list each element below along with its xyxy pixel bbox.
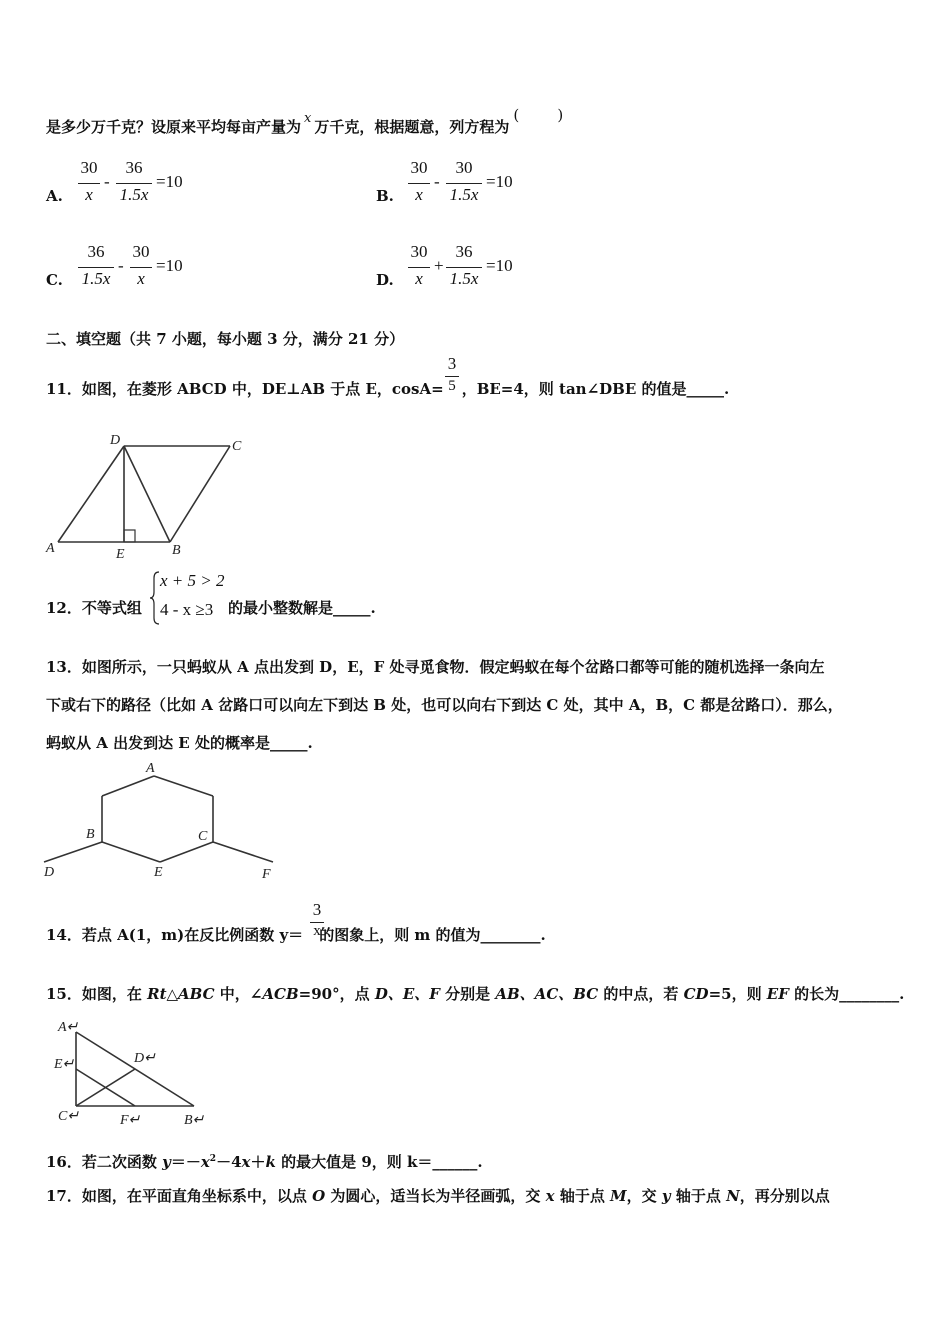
fig15-label-d: D↵ [134,1051,156,1066]
fig11-diagonal-db [124,446,170,542]
option-b-numerator-2: 30 [455,158,473,177]
option-c-numerator-1: 36 [87,242,105,261]
option-a-operator: - [104,172,110,191]
q10-stem-text: 是多少万千克？设原来平均每亩产量为 [46,118,302,136]
fig13-label-e: E [154,865,163,880]
q12-post: 的最小整数解是_____. [228,599,376,617]
q15-t3: =90°，点 [298,985,375,1003]
option-d-fraction-2 [446,242,482,296]
q15-angle: ACB [262,985,299,1003]
option-c-fraction-2 [130,242,152,296]
q17-m: M [610,1187,627,1205]
q15-triangle: Rt△ABC [147,985,215,1003]
q10-stem-text2: 万千克，根据题意，列方程为 [314,118,510,136]
q17-o: O [312,1187,326,1205]
q15-t4: 分别是 [439,985,496,1003]
option-b-operator: - [434,172,440,191]
option-c-label: C. [46,271,63,289]
q15-segments: AB、AC、BC [495,985,599,1003]
fig15-label-b: B↵ [184,1113,205,1128]
option-c-operator: - [118,256,124,275]
fig13-label-d: D [44,865,55,880]
option-c-denominator-2: x [137,269,145,288]
q13-line-3: 蚂蚁从 A 出发到达 E 处的概率是_____. [46,734,313,752]
option-a-denominator-2: 1.5x [119,185,149,204]
q15-t2: 中，∠ [214,985,263,1003]
q11-pre: 11．如图，在菱形 ABCD 中，DE⊥AB 于点 E，cosA= [46,380,444,398]
option-c-fraction-bar-2 [130,267,152,268]
fig11-label-b: B [172,543,181,558]
q13-line-1: 13．如图所示，一只蚂蚁从 A 点出发到 D，E，F 处寻觅食物．假定蚂蚁在每个岔路口都等可能的随机选择一条向左 [46,658,825,676]
q17-x: x [545,1187,555,1205]
q17-t2: 为圆心，适当长为半径画弧，交 [325,1187,546,1205]
q16-x2: x [241,1153,251,1171]
q15-triangle-figure [50,1014,220,1130]
q10-var: x [304,111,312,126]
option-d-label: D. [376,271,394,289]
fig11-label-c: C [232,439,242,454]
fig15-label-a: A↵ [58,1020,79,1035]
option-a-numerator-1: 30 [80,158,98,177]
q14-text [46,924,546,945]
q15-t1: 15．如图，在 [46,985,148,1003]
option-a-fraction-bar-2 [116,183,152,184]
q11-rhombus-figure [40,428,250,562]
option-d-numerator-2: 36 [455,242,473,261]
option-a-label: A. [46,187,63,205]
q14-pre: 14．若点 A(1，m)在反比例函数 y＝ [46,926,304,944]
q17-t5: 轴于点 [670,1187,727,1205]
option-d-denominator-2: 1.5x [449,269,479,288]
q11-frac-num: 3 [447,354,457,373]
option-a-denominator-1: x [85,185,93,204]
q16-exponent: 2 [209,1154,217,1164]
option-d-operator: + [434,256,444,275]
fig13-label-a: A [146,761,155,776]
option-d-denominator-1: x [415,269,423,288]
fig13-label-f: F [262,867,271,882]
fig11-side-ad [58,446,124,542]
option-c-denominator-1: 1.5x [81,269,111,288]
option-a-rhs: =10 [156,172,183,191]
option-c-numerator-2: 30 [132,242,150,261]
q10-option-d [376,242,696,296]
q10-option-b [376,158,696,212]
q14-fraction [309,900,325,946]
q14-post: 的图象上，则 m 的值为________. [319,926,546,944]
option-a-fraction-bar-1 [78,183,100,184]
q13-path-figure [40,758,280,884]
q11-frac-den: 5 [448,378,456,394]
q10-option-c [46,242,366,296]
q17-t4: ，交 [626,1187,662,1205]
q14-frac-den: x [313,923,321,939]
q16-t2: ＝－ [170,1153,201,1171]
option-d-rhs: =10 [486,256,513,275]
option-b-fraction-1 [408,158,430,212]
option-c-rhs: =10 [156,256,183,275]
section-title-fill-in: 二、填空题（共 7 小题，每小题 3 分，满分 21 分） [46,330,405,348]
option-d-numerator-1: 30 [410,242,428,261]
q11-frac-bar [445,376,459,377]
fig11-right-angle-mark [124,530,135,542]
fig15-label-c: C↵ [58,1109,80,1124]
q16-t5: 的最大值是 9，则 k＝______. [275,1153,483,1171]
q15-t6: =5，则 [708,985,767,1003]
fig11-side-bc [170,446,230,542]
option-b-label: B. [376,187,394,205]
option-d-fraction-bar-2 [446,267,482,268]
q15-t7: 的长为________. [788,985,905,1003]
q16-t3: －4 [216,1153,242,1171]
fig13-path-bd [44,842,102,862]
option-b-fraction-bar-1 [408,183,430,184]
q15-text [46,983,904,1004]
q15-cd: CD [683,985,709,1003]
q11-text [46,378,729,399]
q16-t4: ＋ [250,1153,266,1171]
option-c-fraction-1 [78,242,114,296]
q11-post: ，BE=4，则 tan∠DBE 的值是_____. [461,380,730,398]
q16-k: k [265,1153,276,1171]
option-d-fraction-bar-1 [408,267,430,268]
q13-line-2: 下或右下的路径（比如 A 岔路口可以向左下到达 B 处，也可以向右下到达 C 处，其中 A，B，C 都是岔路口）．那么， [46,696,843,714]
fig15-label-e: E↵ [54,1057,75,1072]
fig11-label-d: D [110,433,121,448]
option-b-numerator-1: 30 [410,158,428,177]
q16-t1: 16．若二次函数 [46,1153,163,1171]
fig13-path-ab [102,776,154,796]
option-a-fraction-2 [116,158,152,212]
q16-text [46,1151,483,1172]
option-b-denominator-2: 1.5x [449,185,479,204]
q16-y: y [162,1153,171,1171]
fig11-label-e: E [116,547,125,562]
fig11-label-a: A [46,541,55,556]
q17-y: y [661,1187,671,1205]
fig15-label-f: F↵ [120,1113,141,1128]
q10-answer-paren: ( ) [513,106,564,124]
option-b-fraction-bar-2 [446,183,482,184]
option-a-numerator-2: 36 [125,158,143,177]
q17-text [46,1185,830,1206]
q10-stem [46,106,564,137]
option-b-denominator-1: x [415,185,423,204]
q15-t5: 的中点，若 [598,985,684,1003]
option-b-fraction-2 [446,158,482,212]
q14-frac-num: 3 [312,900,322,919]
fig13-path-cf [213,842,273,862]
q12-inequality-2: 4 - x ≥3 [160,600,214,619]
q17-t3: 轴于点 [554,1187,611,1205]
q17-t6: ，再分别以点 [739,1187,830,1205]
q16-x: x [200,1153,210,1171]
option-b-rhs: =10 [486,172,513,191]
fig13-label-b: B [86,827,95,842]
q17-t1: 17．如图，在平面直角坐标系中，以点 [46,1187,313,1205]
q15-ef: EF [766,985,789,1003]
q11-fraction [444,354,460,400]
fig13-path-be [102,842,160,862]
q10-option-a [46,158,366,212]
option-a-fraction-1 [78,158,100,212]
q17-n: N [726,1187,740,1205]
q15-points: D、E、F [374,985,440,1003]
fig13-label-c: C [198,829,208,844]
q12-pre: 12．不等式组 [46,599,142,617]
option-c-fraction-bar-1 [78,267,114,268]
fig13-path-ac [154,776,213,796]
fig13-path-ce [160,842,213,862]
q12-inequality-1: x + 5 > 2 [160,571,225,590]
option-d-fraction-1 [408,242,430,296]
